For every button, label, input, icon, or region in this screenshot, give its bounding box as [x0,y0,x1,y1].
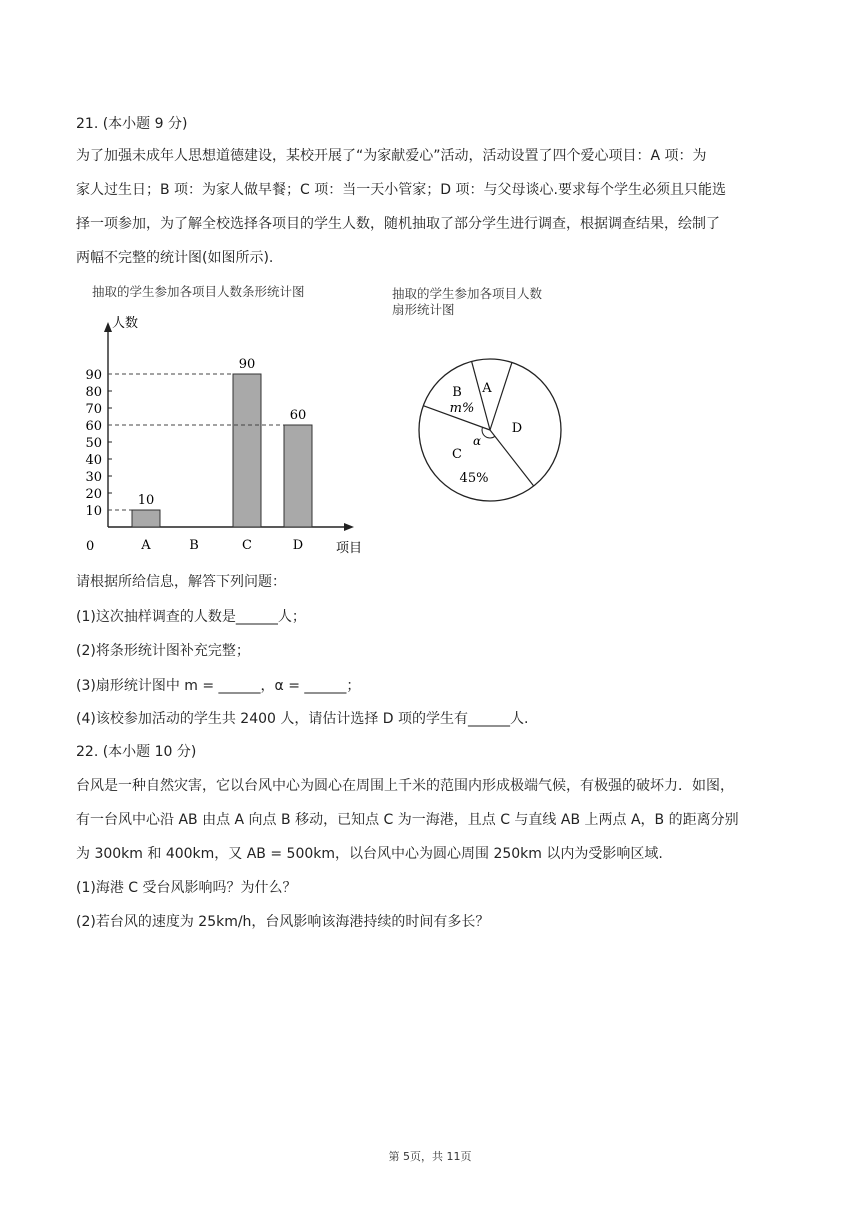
y-tick-label: 70 [85,402,102,417]
q22-paragraph-line1: 台风是一种自然灾害，它以台风中心为圆心在周围上千米的范围内形成极端气候，有极强的破坏力．如图， [76,778,734,794]
pie-chart [405,344,605,544]
q21-header: 21. (本小题 9 分) [76,116,188,132]
y-tick-label: 10 [85,504,102,519]
y-tick-label: 40 [85,453,102,468]
pie-label-C: C [452,447,462,462]
bar-chart-title: 抽取的学生参加各项目人数条形统计图 [92,284,305,299]
y-tick-label: 90 [85,368,102,383]
pie-chart-title-line1: 抽取的学生参加各项目人数 [392,286,543,301]
bar-C [233,374,261,527]
y-tick-label: 30 [85,470,102,485]
y-axis-label: 人数 [112,316,139,331]
pie-label-B: B [452,385,462,400]
alpha-angle-label: α [472,434,482,448]
q21-paragraph-line1: 为了加强未成年人思想道德建设，某校开展了“为家献爱心”活动，活动设置了四个爱心项目：A 项：为 [76,148,707,164]
y-tick-label: 50 [85,436,102,451]
pie-label-A: A [482,381,492,396]
x-tick-label: D [292,538,304,553]
q22-header: 22. (本小题 10 分) [76,744,197,760]
q22-sub1: (1)海港 C 受台风影响吗？为什么？ [76,880,297,896]
bar-D [284,425,312,527]
q21-sub2: (2)将条形统计图补充完整； [76,643,250,659]
bar-chart [76,308,376,568]
bar-value-label: 90 [238,357,256,372]
q21-paragraph-line3: 择一项参加，为了解全校选择各项目的学生人数，随机抽取了部分学生进行调查，根据调查结果，绘制了 [76,216,720,232]
pie-value-B: m% [449,401,475,416]
x-tick-label: C [242,538,252,553]
q21-sub3: (3)扇形统计图中 m = ______，α = ______； [76,678,361,694]
q21-paragraph-line4: 两幅不完整的统计图(如图所示). [76,250,274,266]
q22-paragraph-line3: 为 300km 和 400km，又 AB = 500km，以台风中心为圆心周围 250km 以内为受影响区域. [76,846,663,862]
page-footer: 第 5页，共 11页 [388,1150,472,1163]
x-tick-label: B [189,538,199,553]
y-tick-label: 60 [85,419,102,434]
pie-label-D: D [511,421,523,436]
q21-prompt: 请根据所给信息，解答下列问题： [76,574,286,590]
bar-value-label: 60 [289,408,307,423]
bar-value-label: 10 [137,493,155,508]
x-axis-label: 项目 [336,541,363,556]
pie-chart-title-line2: 扇形统计图 [392,302,455,317]
x-axis-arrow [344,523,354,531]
q21-sub4: (4)该校参加活动的学生共 2400 人，请估计选择 D 项的学生有______人. [76,711,529,727]
x-tick-label: A [141,538,151,553]
bar-A [132,510,160,527]
y-axis-arrow [104,322,112,332]
pie-value-C: 45% [459,471,489,486]
y-tick-label: 80 [85,385,102,400]
q21-sub1: (1)这次抽样调查的人数是______人； [76,609,306,625]
y-tick-label: 20 [85,487,102,502]
origin-label: 0 [86,539,95,554]
q22-sub2: (2)若台风的速度为 25km/h，台风影响该海港持续的时间有多长？ [76,914,490,930]
q21-paragraph-line2: 家人过生日；B 项：为家人做早餐；C 项：当一天小管家；D 项：与父母谈心.要求每个学生必须且只能选 [76,182,726,198]
q22-paragraph-line2: 有一台风中心沿 AB 由点 A 向点 B 移动，已知点 C 为一海港，且点 C 与直线 AB 上两点 A，B 的距离分别 [76,812,739,828]
